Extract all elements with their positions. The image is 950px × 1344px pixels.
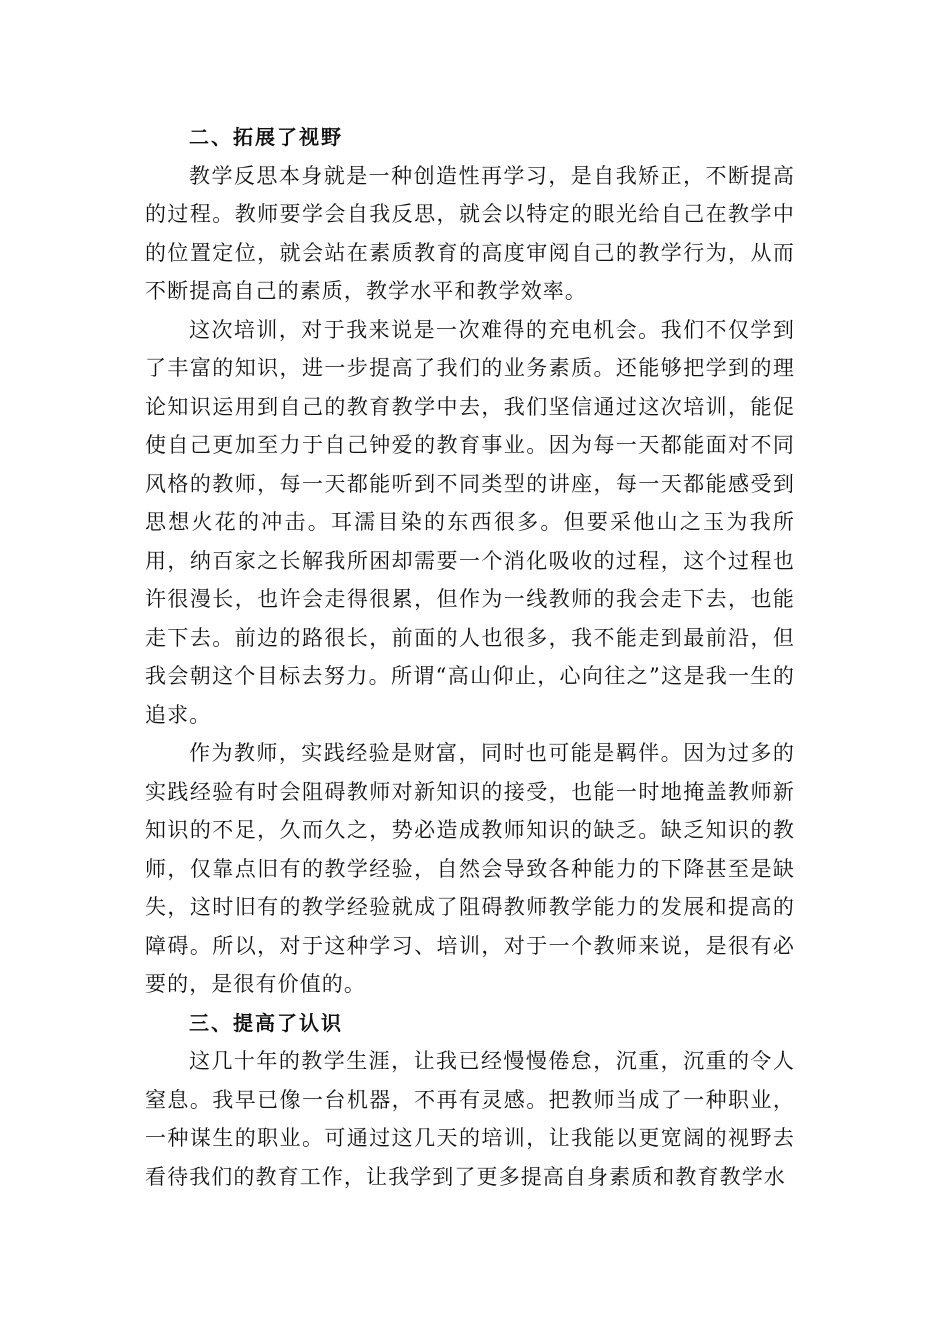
paragraph-experience: 作为教师，实践经验是财富，同时也可能是羁伴。因为过多的实践经验有时会阻碍教师对新知识的接受，也能一时地掩盖教师新知识的不足，久而久之，势必造成教师知识的缺乏。缺乏知识的教师，仅靠点旧有的教学经验，自然会导致各种能力的下降甚至是缺失，这时旧有的教学经验就成了阻碍教师教学能力的发展和提高的障碍。所以，对于这种学习、培训，对于一个教师来说，是很有必要的，是很有价值的。: [145, 741, 795, 996]
paragraph-career: 这几十年的教学生涯，让我已经慢慢倦怠，沉重，沉重的令人窒息。我早已像一台机器，不再有灵感。把教师当成了一种职业，一种谋生的职业。可通过这几天的培训，让我能以更宽阔的视野去看待我们的教育工作，让我学到了更多提高自身素质和教育教学水: [145, 1049, 795, 1189]
section-heading-2: 二、拓展了视野: [189, 125, 343, 149]
paragraph-reflection: 教学反思本身就是一种创造性再学习，是自我矫正，不断提高的过程。教师要学会自我反思，就会以特定的眼光给自己在教学中的位置定位，就会站在素质教育的高度审阅自己的教学行为，从而不断提高自己的素质，教学水平和教学效率。: [145, 163, 795, 303]
section-heading-3: 三、提高了认识: [189, 1010, 343, 1035]
document-body: [145, 118, 795, 1196]
paragraph-training: 这次培训，对于我来说是一次难得的充电机会。我们不仅学到了丰富的知识，进一步提高了我们的业务素质。还能够把学到的理论知识运用到自己的教育教学中去，我们坚信通过这次培训，能促使自己更加至力于自己钟爱的教育事业。因为每一天都能面对不同风格的教师，每一天都能听到不同类型的讲座，每一天都能感受到思想火花的冲击。耳濡目染的东西很多。但要采他山之玉为我所用，纳百家之长解我所困却需要一个消化吸收的过程，这个过程也许很漫长，也许会走得很累，但作为一线教师的我会走下去，也能走下去。前边的路很长，前面的人也很多，我不能走到最前沿，但我会朝这个目标去努力。所谓“高山仰止，心向往之”这是我一生的追求。: [145, 317, 795, 727]
